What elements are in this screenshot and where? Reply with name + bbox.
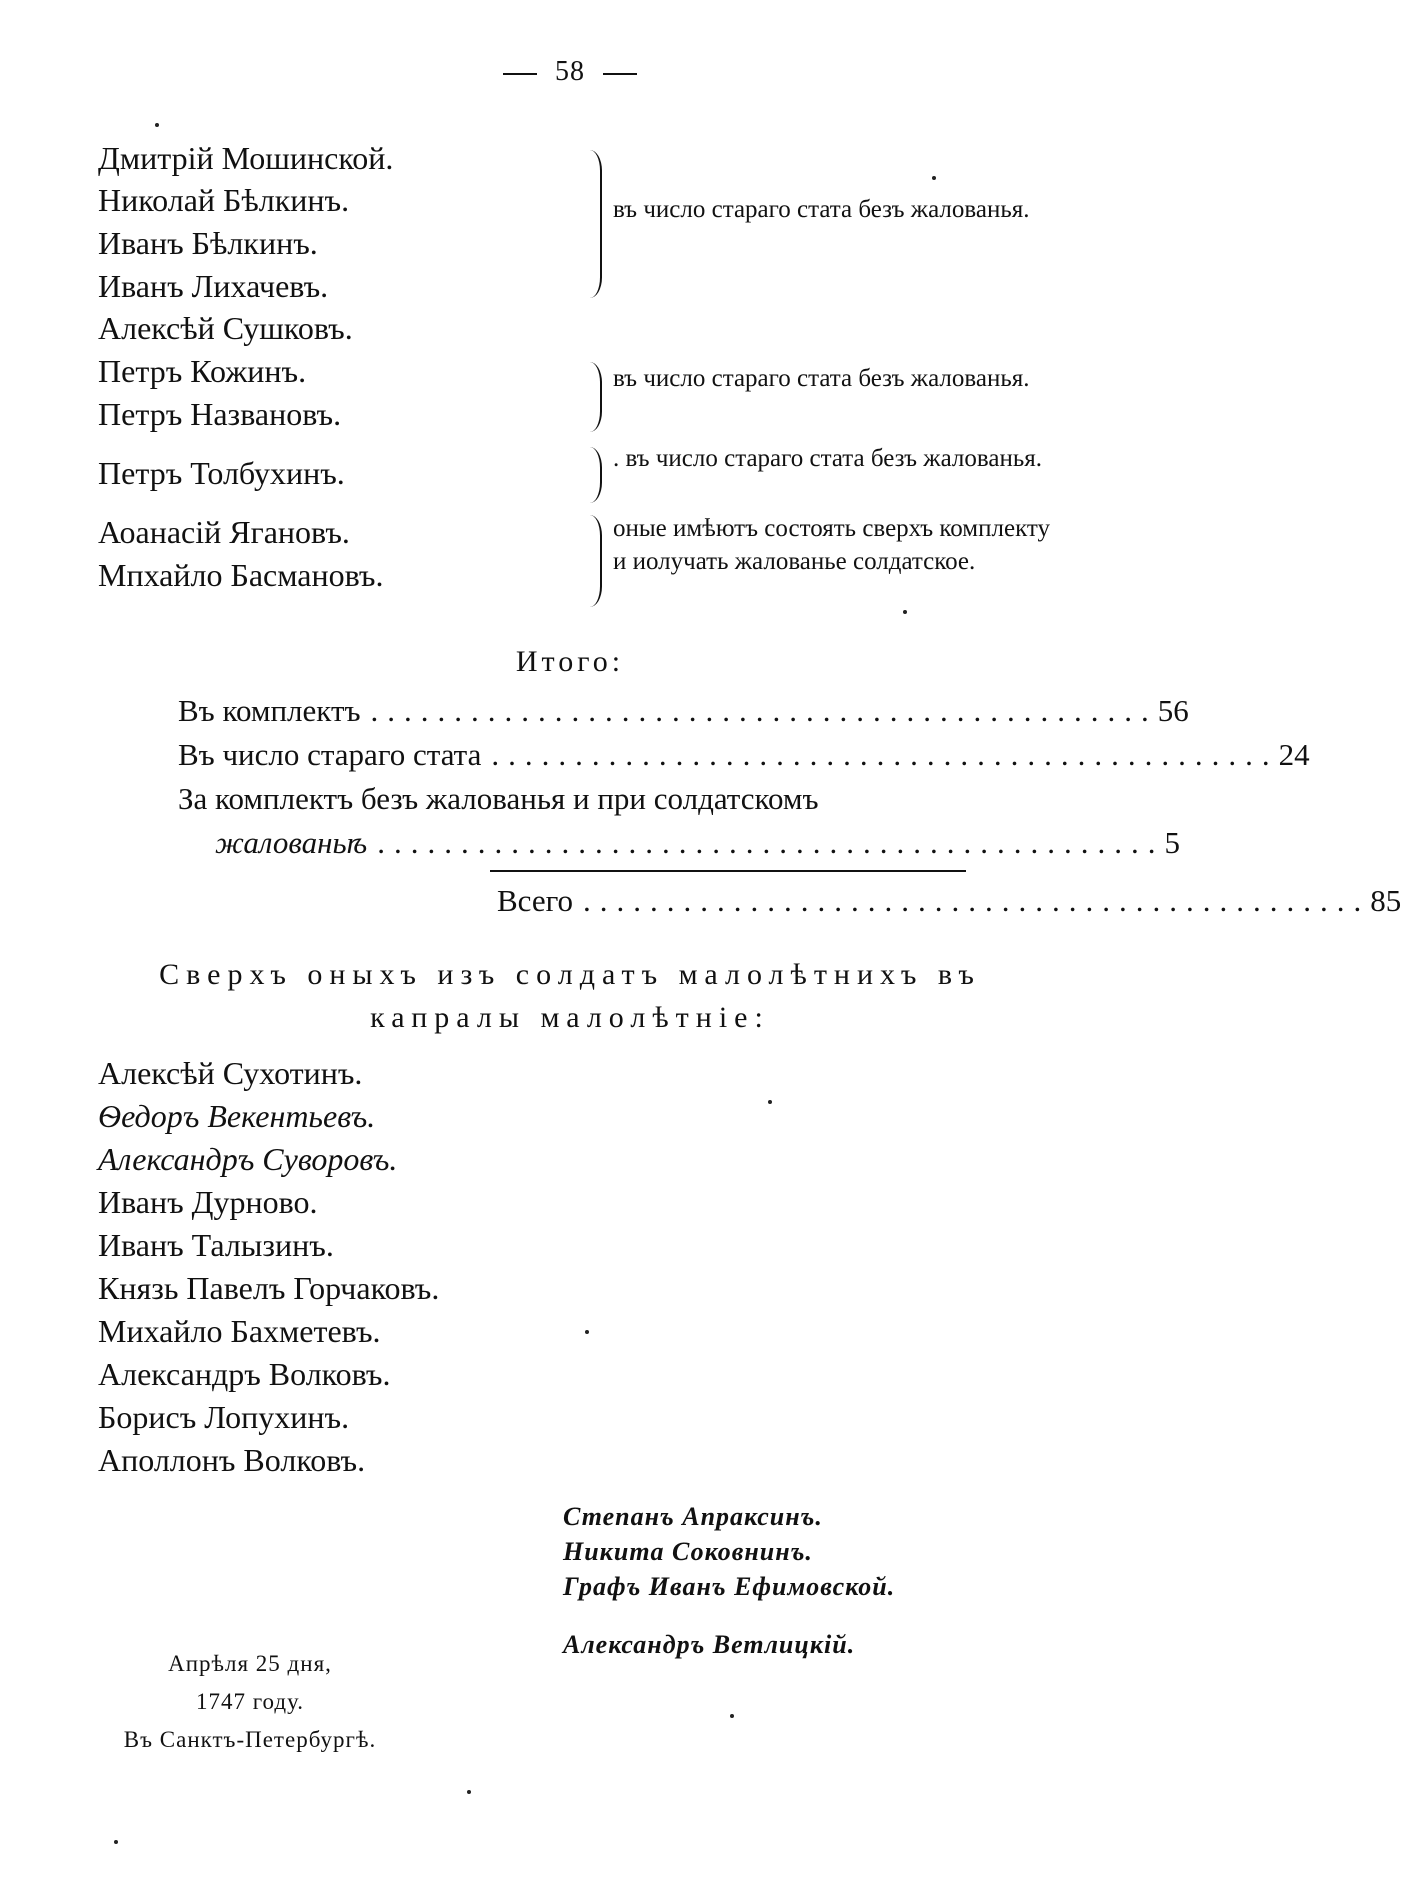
totals-row-label: жалованьѣ: [215, 825, 368, 860]
scan-speck: [932, 176, 936, 180]
name-entry: Петръ Кожинъ.: [98, 353, 307, 389]
name-entry: Иванъ Талызинъ.: [98, 1227, 334, 1263]
totals-sum-value: 85: [1370, 883, 1401, 918]
signature: Графъ Иванъ Ефимовской.: [563, 1572, 896, 1601]
totals-row-label: Въ число стараго стата: [178, 737, 482, 772]
totals-row-label-line1: [178, 781, 968, 817]
totals-row: [215, 825, 1180, 861]
totals-sum-label: Всего: [497, 883, 574, 918]
totals-row-value: 56: [1157, 693, 1189, 728]
name-entry: Николай Бѣлкинъ.: [98, 182, 350, 218]
totals-heading: Итого:: [515, 645, 625, 678]
name-entry: Мпхайло Басмановъ.: [98, 557, 384, 593]
name-entry: Алексѣй Сухотинъ.: [98, 1055, 363, 1091]
dash-right: [603, 73, 637, 75]
name-entry: Князь Павелъ Горчаковъ.: [98, 1270, 440, 1306]
note-text: въ число стараго стата безъ жалованья.: [613, 196, 1030, 223]
totals-row: [178, 693, 1189, 729]
totals-row-label: Въ комплектъ: [178, 693, 361, 728]
name-entry: Иванъ Бѣлкинъ.: [98, 225, 318, 261]
name-entry: Борисъ Лопухинъ.: [98, 1399, 350, 1435]
name-entry: Алексѣй Сушковъ.: [98, 310, 353, 346]
totals-row-value: 24: [1278, 737, 1310, 772]
name-entry: Александръ Волковъ.: [98, 1356, 391, 1392]
totals-row-value: 5: [1164, 825, 1180, 860]
signature: Никита Соковнинъ.: [563, 1537, 813, 1566]
name-entry: Иванъ Дурново.: [98, 1184, 318, 1220]
scan-speck: [585, 1330, 589, 1334]
name-entry: Петръ Толбухинъ.: [98, 455, 345, 491]
name-entry: Аоанасій Ягановъ.: [98, 514, 350, 550]
date-line: Апрѣля 25 дня,: [168, 1651, 332, 1676]
brace: [590, 150, 602, 298]
signature: Степанъ Апраксинъ.: [563, 1502, 823, 1531]
name-entry: Ѳедоръ Векентьевъ.: [98, 1098, 376, 1134]
totals-row: [178, 737, 1310, 773]
note-text: оные имѣютъ состоять сверхъ комплекту и иолучать жалованье солдатское.: [613, 515, 1050, 575]
leader-dots: ...............................................: [491, 737, 1279, 772]
scan-speck: [467, 1790, 471, 1794]
totals-sum-row: [497, 883, 1401, 919]
leader-dots: ...............................................: [370, 693, 1158, 728]
totals-row-label: За комплектъ безъ жалованья и при солдатскомъ: [178, 781, 819, 816]
brace: [590, 515, 602, 607]
date-line: 1747 году.: [195, 1689, 305, 1714]
leader-dots: ...............................................: [583, 883, 1371, 918]
scan-speck: [155, 123, 159, 127]
dash-left: [503, 73, 537, 75]
section-heading: капралы малолѣтніе:: [370, 1001, 770, 1034]
scan-speck: [730, 1714, 734, 1718]
brace: [590, 362, 602, 432]
name-entry: Аполлонъ Волковъ.: [98, 1442, 366, 1478]
leader-dots: ...............................................: [377, 825, 1165, 860]
name-entry: Михайло Бахметевъ.: [98, 1313, 381, 1349]
name-entry: Дмитрій Мошинской.: [98, 140, 394, 176]
sum-rule: [490, 870, 966, 872]
page-number-text: 58: [555, 56, 585, 87]
section-heading: Сверхъ оныхъ изъ солдатъ малолѣтнихъ въ: [159, 958, 981, 991]
note-text: въ число стараго стата безъ жалованья.: [613, 365, 1030, 392]
note-text: . въ число стараго стата безъ жалованья.: [613, 445, 1042, 472]
signature: Александръ Ветлицкій.: [563, 1630, 856, 1659]
scan-speck: [114, 1840, 118, 1844]
name-entry: Александръ Суворовъ.: [98, 1141, 398, 1177]
name-entry: Иванъ Лихачевъ.: [98, 268, 329, 304]
place-line: Въ Санктъ-Петербургѣ.: [123, 1727, 377, 1752]
page-number: [0, 56, 1140, 88]
scan-speck: [768, 1100, 772, 1104]
name-entry: Петръ Названовъ.: [98, 396, 342, 432]
scan-speck: [903, 610, 907, 614]
brace: [590, 447, 602, 503]
